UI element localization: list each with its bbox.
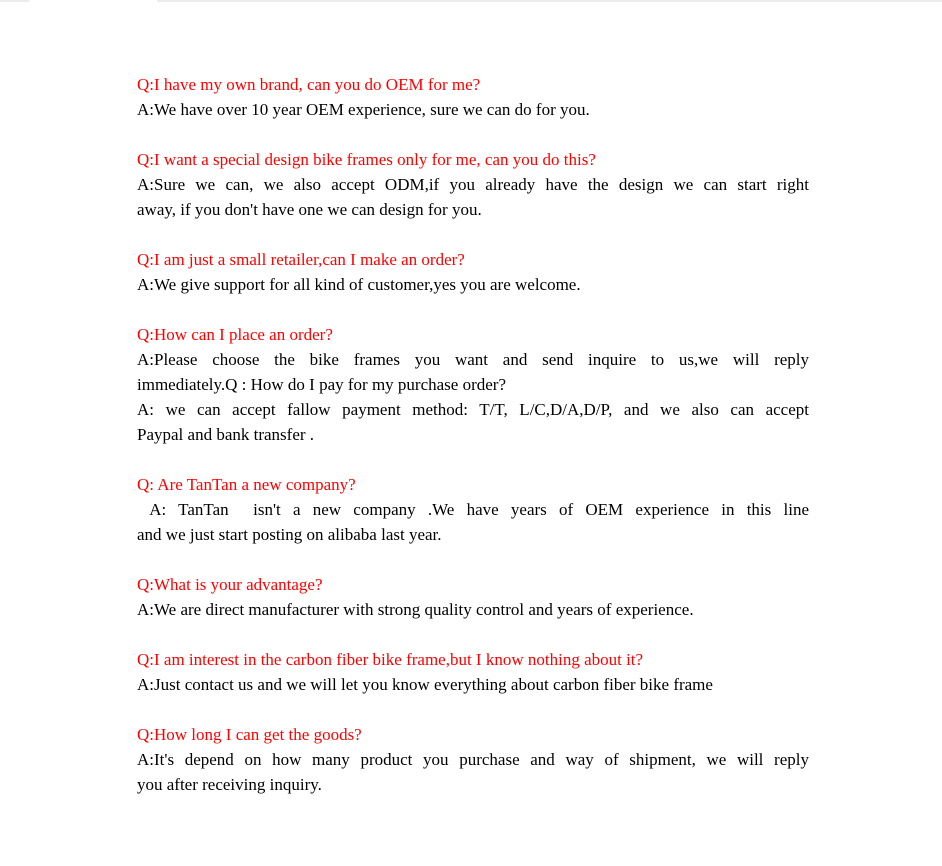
top-border-rule-left bbox=[0, 0, 29, 2]
qa-block bbox=[137, 722, 809, 797]
qa-block bbox=[137, 472, 809, 547]
faq-content bbox=[137, 72, 809, 822]
answer-line: A:Just contact us and we will let you know everything about carbon fiber bike frame bbox=[137, 675, 713, 694]
qa-block bbox=[137, 72, 809, 122]
question-text: Q:How can I place an order? bbox=[137, 325, 333, 344]
answer-line: and we just start posting on alibaba last year. bbox=[137, 525, 442, 544]
answer-line: A: we can accept fallow payment method: T/T, L/C,D/A,D/P, and we also can accept bbox=[137, 400, 809, 419]
question-text: Q: Are TanTan a new company? bbox=[137, 475, 356, 494]
qa-block bbox=[137, 647, 809, 697]
question-text: Q:I am just a small retailer,can I make an order? bbox=[137, 250, 465, 269]
qa-block bbox=[137, 572, 809, 622]
question-text: Q:I have my own brand, can you do OEM for me? bbox=[137, 75, 481, 94]
answer-line: A: TanTan isn't a new company .We have years of OEM experience in this line bbox=[137, 500, 809, 519]
answer-line: you after receiving inquiry. bbox=[137, 775, 322, 794]
qa-block bbox=[137, 322, 809, 447]
qa-block bbox=[137, 147, 809, 222]
answer-line: immediately.Q : How do I pay for my purchase order? bbox=[137, 375, 507, 394]
question-text: Q:I am interest in the carbon fiber bike frame,but I know nothing about it? bbox=[137, 650, 644, 669]
answer-line: A:Sure we can, we also accept ODM,if you already have the design we can start right bbox=[137, 175, 809, 194]
answer-line: A:We give support for all kind of customer,yes you are welcome. bbox=[137, 275, 581, 294]
question-text: Q:What is your advantage? bbox=[137, 575, 323, 594]
answer-line: A:We have over 10 year OEM experience, sure we can do for you. bbox=[137, 100, 590, 119]
answer-line: away, if you don't have one we can design for you. bbox=[137, 200, 482, 219]
qa-block bbox=[137, 247, 809, 297]
top-border-rule-right bbox=[157, 0, 942, 2]
question-text: Q:I want a special design bike frames only for me, can you do this? bbox=[137, 150, 596, 169]
question-text: Q:How long I can get the goods? bbox=[137, 725, 362, 744]
answer-line: A:We are direct manufacturer with strong quality control and years of experience. bbox=[137, 600, 694, 619]
answer-line: A:It's depend on how many product you purchase and way of shipment, we will reply bbox=[137, 750, 809, 769]
answer-line: Paypal and bank transfer . bbox=[137, 425, 315, 444]
answer-line: A:Please choose the bike frames you want and send inquire to us,we will reply bbox=[137, 350, 809, 369]
